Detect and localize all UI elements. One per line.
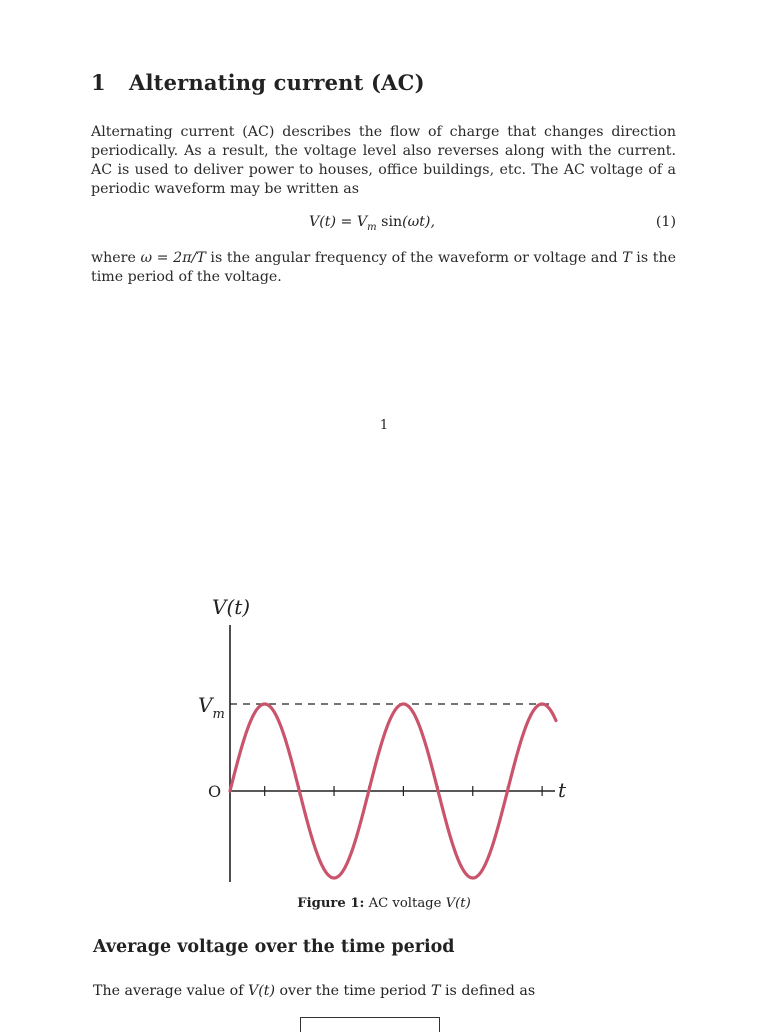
caption-label: Figure 1:	[297, 896, 365, 911]
y-axis-label: V(t)	[212, 595, 251, 619]
equation-tag: (1)	[655, 214, 676, 230]
avg-var-2: T	[431, 983, 441, 999]
avg-var-1: V(t)	[247, 983, 275, 999]
def-T: T	[622, 250, 632, 266]
equation-box-fragment	[300, 1017, 440, 1032]
subsection-title: Average voltage over the time period	[93, 937, 455, 957]
def-text-1: where	[91, 250, 141, 266]
equation-1	[91, 214, 676, 234]
caption-text: AC voltage	[368, 896, 446, 911]
figure-caption	[0, 896, 768, 911]
equation-arg: (ωt),	[402, 214, 435, 230]
section-title: Alternating current (AC)	[129, 70, 425, 95]
section-number: 1	[91, 70, 106, 95]
caption-var: V(t)	[445, 896, 471, 911]
page-number: 1	[379, 418, 389, 433]
def-omega: ω = 2π/T	[140, 250, 206, 266]
vm-label	[198, 693, 225, 722]
average-paragraph	[93, 983, 535, 999]
definition-paragraph	[91, 249, 676, 287]
origin-label: O	[208, 782, 222, 801]
x-axis-label: t	[558, 778, 567, 802]
ac-voltage-figure	[190, 590, 590, 890]
def-text-3: is the time period of the voltage.	[91, 250, 676, 285]
avg-text-2: over the time period	[275, 983, 432, 999]
avg-text-1: The average value of	[93, 983, 248, 999]
equation-lhs: V(t) = V	[309, 214, 368, 230]
avg-text-3: is defined as	[440, 983, 536, 999]
vm-label-main: V	[198, 693, 213, 717]
equation-sub: m	[367, 221, 377, 233]
vm-label-sub: m	[212, 707, 225, 722]
def-text-2: is the angular frequency of the waveform or voltage and	[205, 250, 623, 266]
intro-paragraph: Alternating current (AC) describes the flow of charge that changes direction periodically. As a result, the voltage level also reverses along with the current. AC is used to deliver power to houses, office buildings, etc. The AC voltage of a periodic waveform may be written as	[91, 124, 676, 197]
equation-fn: sin	[376, 214, 403, 230]
section-heading	[91, 70, 425, 95]
